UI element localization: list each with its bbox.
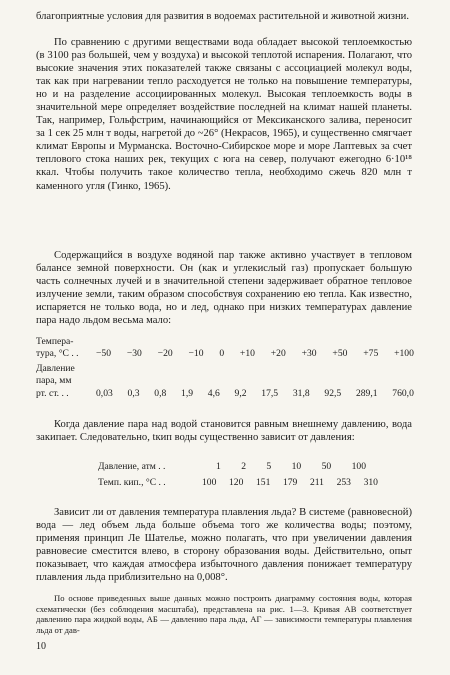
page-number: 10 [36, 641, 46, 652]
vapor-temp-cell: −10 [188, 348, 204, 360]
vapor-temp-cell: 0 [219, 348, 225, 360]
boiling-temp-row [98, 476, 388, 490]
vapor-temp-cell: +50 [332, 348, 348, 360]
vapor-temp-cell: −20 [157, 348, 173, 360]
boiling-pressure-cell: 1 [216, 461, 221, 472]
boiling-temp-cell: 211 [309, 477, 324, 488]
paragraph-heat-capacity: По сравнению с другими веществами вода обладает высокой теплоемкостью (в 3100 раз большей, чем у воздуха) и высокой теплотой испарения. Полагают, что высокие значения этих показателей также связаны с ассоциацией молекул воды, так как при нагревании тепло расходуется не только на повышение температуры, но и на разделение ассоциированных молекул. Высокая теплоемкость воды в значительной мере определяет воздействие последней на климат нашей планеты. Так, например, Гольфстрим, начинающийся от Мексиканского залива, переносит за 1 сек 25 млн т воды, нагретой до ~26° (Некрасов, 1965), и существенно смягчает климат Европы и Мурманска. Восточно-Сибирское море и море Лаптевых за счет теплового стока наших рек, текущих с юга на север, получают ежегодно 6·10¹⁸ ккал. Чтобы получить такое количество тепла, необходимо сжечь 820 млн т каменного угля (Гинко, 1965). [36, 37, 412, 192]
vapor-temp-cell: −50 [96, 348, 112, 360]
vapor-pressure-cell: 31,8 [292, 387, 310, 399]
paragraph-intro-continuation: благоприятные условия для развития в водоемах растительной и животной жизни. [36, 11, 409, 22]
boiling-pressure-cell: 100 [351, 461, 366, 472]
vapor-temp-label-line1: Темпера- [36, 336, 74, 347]
boiling-pressure-cell: 10 [291, 461, 302, 472]
paragraph-boiling: Когда давление пара над водой становится равным внешнему давлению, вода закипает. Следовательно, tкип воды существенно зависит от давления: [36, 419, 412, 444]
vapor-pressure-cell: 760,0 [392, 387, 414, 399]
vapor-table-temp-row [36, 336, 416, 361]
footnote-phase-diagram: По основе приведенных выше данных можно построить диаграмму состояния воды, которая схематически (без соблюдения масштаба), представлена на рис. 1—3. Кривая АВ соответствует давлению пара жидкой воды, АБ — давлению пара льда, АГ — зависимости температуры плавления льда от дав- [36, 593, 412, 635]
vapor-pressure-cell: 1,9 [181, 387, 194, 399]
vapor-pressure-label [36, 363, 96, 400]
vapor-temp-cell: +30 [301, 348, 317, 360]
boiling-pressure-values [202, 460, 366, 474]
boiling-temp-cell: 100 [202, 477, 217, 488]
boiling-temp-cell: 179 [282, 477, 298, 488]
vapor-pressure-table [36, 336, 416, 400]
paragraph-water-vapor: Содержащийся в воздухе водяной пар также активно участвует в тепловом балансе земной поверхности. Он (как и углекислый газ) пропускает большую часть солнечных лучей и в значительной степени задерживает обратное тепловое излучение земли, таким образом способствуя сохранению ею тепла. Как известно, испаряется не только вода, но и лед, однако при низких температурах давление пара надо льдом весьма мало: [36, 250, 412, 327]
vapor-temp-cell: −30 [126, 348, 142, 360]
vapor-pressure-label-line3: рт. ст. . . [36, 387, 69, 399]
boiling-pressure-label: Давление, атм . . [98, 461, 166, 472]
vapor-pressure-label-line2: пара, мм [36, 375, 72, 387]
vapor-temp-label-line2: тура, °С . . [36, 348, 79, 360]
boiling-temp-label: Темп. кип., °С . . [98, 477, 166, 488]
paragraph-melting: Зависит ли от давления температура плавления льда? В системе (равновесной) вода — лед объем льда больше объема того же количества воды; поэтому, применяя принцип Ле Шателье, можно полагать, что при увеличении давления равновесие сместится влево, в сторону образования воды. Действительно, опыт показывает, что каждая атмосфера избыточного давления понижает температуру плавления льда приблизительно на 0,008°. [36, 507, 412, 584]
vapor-table-pressure-row [36, 363, 416, 400]
vapor-temp-values [96, 348, 414, 360]
boiling-point-table [98, 460, 388, 490]
vapor-temp-cell: +100 [394, 348, 414, 360]
vapor-pressure-cell: 0,03 [96, 387, 113, 399]
boiling-temp-cell: 120 [228, 477, 244, 488]
vapor-temp-cell: +75 [363, 348, 379, 360]
boiling-pressure-row [98, 460, 388, 474]
vapor-pressure-cell: 9,2 [234, 387, 247, 399]
vapor-pressure-cell: 0,8 [154, 387, 167, 399]
vapor-pressure-label-line1: Давление [36, 362, 75, 374]
boiling-temp-values [202, 476, 378, 490]
boiling-pressure-cell: 50 [321, 461, 332, 472]
boiling-pressure-cell: 5 [266, 461, 272, 472]
vapor-pressure-values [96, 388, 414, 400]
vapor-temp-label [36, 336, 96, 361]
boiling-temp-cell: 253 [336, 477, 351, 488]
vapor-pressure-cell: 92,5 [324, 387, 342, 399]
vapor-pressure-cell: 0,3 [127, 387, 140, 399]
vapor-pressure-cell: 4,6 [207, 387, 220, 399]
boiling-temp-cell: 151 [255, 477, 271, 488]
vapor-pressure-cell: 289,1 [355, 387, 378, 399]
boiling-temp-cell: 310 [363, 477, 378, 488]
vapor-temp-cell: +10 [239, 348, 255, 360]
vapor-temp-cell: +20 [270, 348, 286, 360]
vapor-pressure-cell: 17,5 [261, 387, 279, 399]
boiling-pressure-cell: 2 [241, 461, 246, 472]
